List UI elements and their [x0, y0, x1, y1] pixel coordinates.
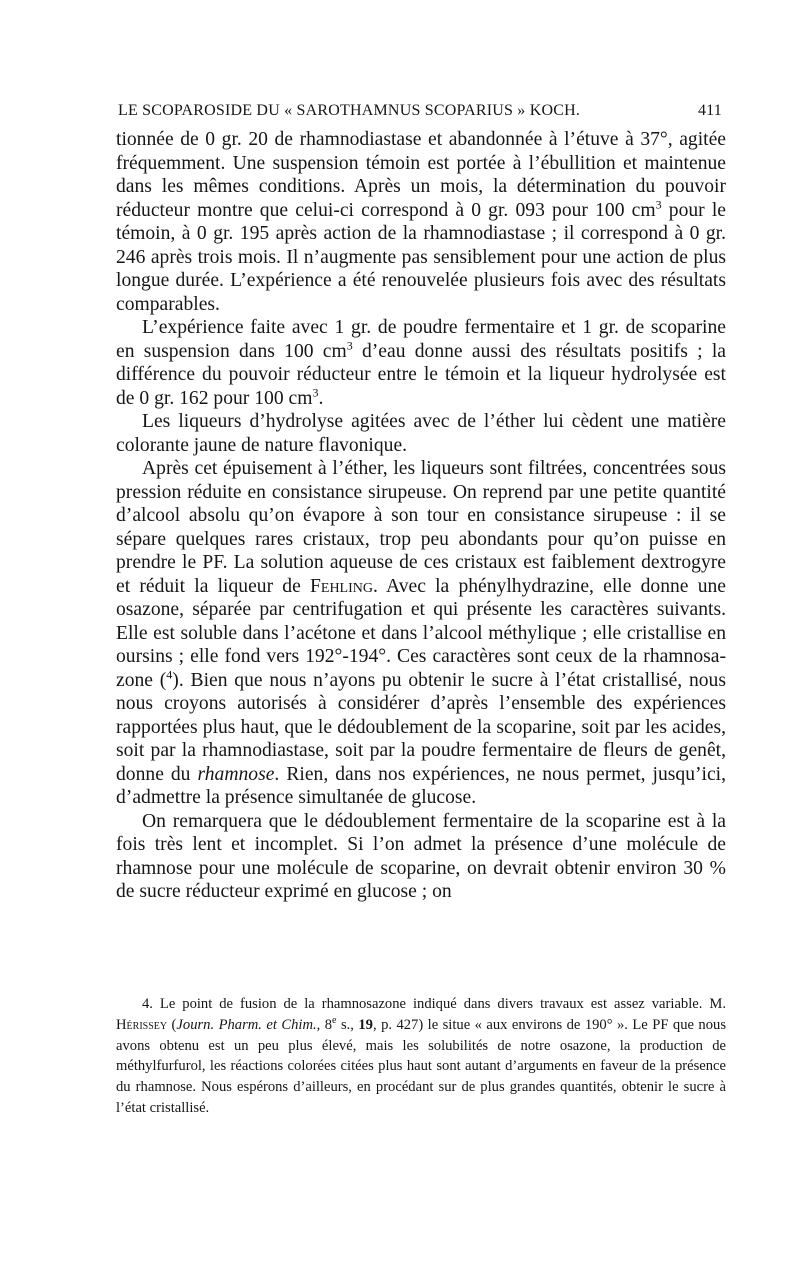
- paragraph-4-text: Après cet épuisement à l’éther, les liqueurs sont filtrées, concentrées sous pression réduite en consistance sirupeuse. On reprend par une petite quantité d’alcool absolu qu’on évapore à son tour en consistance sirupeuse : il se sépare quelques rares cristaux, trop peu abondants pour qu’on puisse en prendre le PF. La solution aqueuse de ces cristaux est faiblement dextrogyre et réduit la liqueur de: [116, 458, 726, 597]
- paragraph-1-text-tail: pour le témoin, à 0 gr. 195 après action de la rhamnodiastase ; il correspond à 0 gr. 246 après trois mois. Il n’augmente pas sensiblement pour une action de plus longue durée. L’expérience a été renouvelée plusieurs fois avec des résultats comparables.: [116, 199, 726, 315]
- author-name: Fehling: [310, 575, 373, 597]
- paragraph-1-text: tionnée de 0 gr. 20 de rhamnodiastase et abandonnée à l’étuve à 37°, agitée fréquemment. Une suspension témoin est portée à l’ébullition et maintenue dans les mêmes conditions. Après un mois, la détermination du pouvoir réducteur montre que celui-ci correspond à 0 gr. 093 pour 100 cm: [116, 129, 726, 221]
- page-number: 411: [697, 102, 722, 119]
- footnote-text-d: s.,: [336, 1016, 359, 1033]
- superscript: 3: [655, 196, 662, 211]
- paragraph-5: On remarquera que le dédoublement fermentaire de la scoparine est à la fois très lent et incomplet. Si l’on admet la présence d’une molécule de rhamnose pour une molécule de scoparine, on devrait obtenir environ 30 % de sucre réducteur exprimé en glucose ; on: [116, 810, 726, 902]
- footnotes: [116, 994, 726, 1119]
- superscript: 3: [346, 337, 353, 352]
- superscript: 3: [312, 384, 319, 399]
- paragraph-2-text-c: .: [318, 387, 324, 409]
- paragraph-4-text-c: ). Bien que nous n’ayons pu obtenir le sucre à l’état cristallisé, nous nous croyons autorisés à considérer d’après l’ensemble des expériences rapportées plus haut, que le dédoublement de la scoparine, soit par les acides, soit par la rhamnodiastase, soit par la poudre fermentaire de fleurs de genêt, donne du: [116, 669, 726, 785]
- running-title: LE SCOPAROSIDE DU « SAROTHAMNUS SCOPARIUS » KOCH.: [118, 102, 581, 119]
- footnote-ref: 4: [166, 666, 173, 681]
- footnote-text-c: , 8: [316, 1016, 333, 1033]
- footnote-author: Hérissey: [116, 1016, 168, 1033]
- footnote-volume: 19: [358, 1016, 373, 1033]
- footnote-journal: Journ. Pharm. et Chim.: [176, 1016, 317, 1033]
- running-header: [118, 102, 722, 120]
- paragraph-1: [116, 128, 726, 316]
- footnote-text: 4. Le point de fusion de la rhamnosazone indiqué dans divers travaux est assez variable. M.: [142, 996, 726, 1012]
- paragraph-3: Les liqueurs d’hydrolyse agitées avec de l’éther lui cèdent une matière colorante jaune de nature flavonique.: [116, 411, 726, 456]
- footnote-text-b: (: [167, 1016, 177, 1033]
- paragraph-4-text-b: . Avec la phénylhydrazine, elle donne une osazone, séparée par centrifugation et qui présente les caractères suivants. Elle est soluble dans l’acétone et dans l’alcool méthylique ; elle cristallise en oursins ; elle fond vers 192°-194°. Ces caractères sont ceux de la rhamnosazone (: [116, 575, 726, 691]
- superscript: e: [332, 1014, 337, 1026]
- italic-term: rhamnose: [197, 763, 275, 785]
- paragraph-2-text: L’expérience faite avec 1 gr. de poudre fermentaire et 1 gr. de scoparine en suspension dans 100 cm: [116, 317, 726, 362]
- footnote-4: [116, 994, 726, 1119]
- body-text: [116, 128, 726, 904]
- paragraph-4: [116, 457, 726, 810]
- paragraph-2: [116, 316, 726, 410]
- footnote-text-e: , p. 427) le situe « aux environs de 190° ». Le PF que nous avons obtenu est un peu plus élevé, mais les solubilités de notre osazone, la production de méthylfurfurol, les réactions colorées citées plus haut sont autant d’arguments en faveur de la présence du rhamnose. Nous espérons d’ailleurs, en procédant sur de plus grandes quantités, obtenir le sucre à l’état cristallisé.: [116, 1016, 727, 1116]
- paragraph-4-text-d: . Rien, dans nos expériences, ne nous permet, jusqu’ici, d’admettre la présence simultanée de glucose.: [116, 763, 726, 808]
- paragraph-2-text-b: d’eau donne aussi des résultats positifs ; la différence du pouvoir réducteur entre le témoin et la liqueur hydrolysée est de 0 gr. 162 pour 100 cm: [116, 340, 726, 409]
